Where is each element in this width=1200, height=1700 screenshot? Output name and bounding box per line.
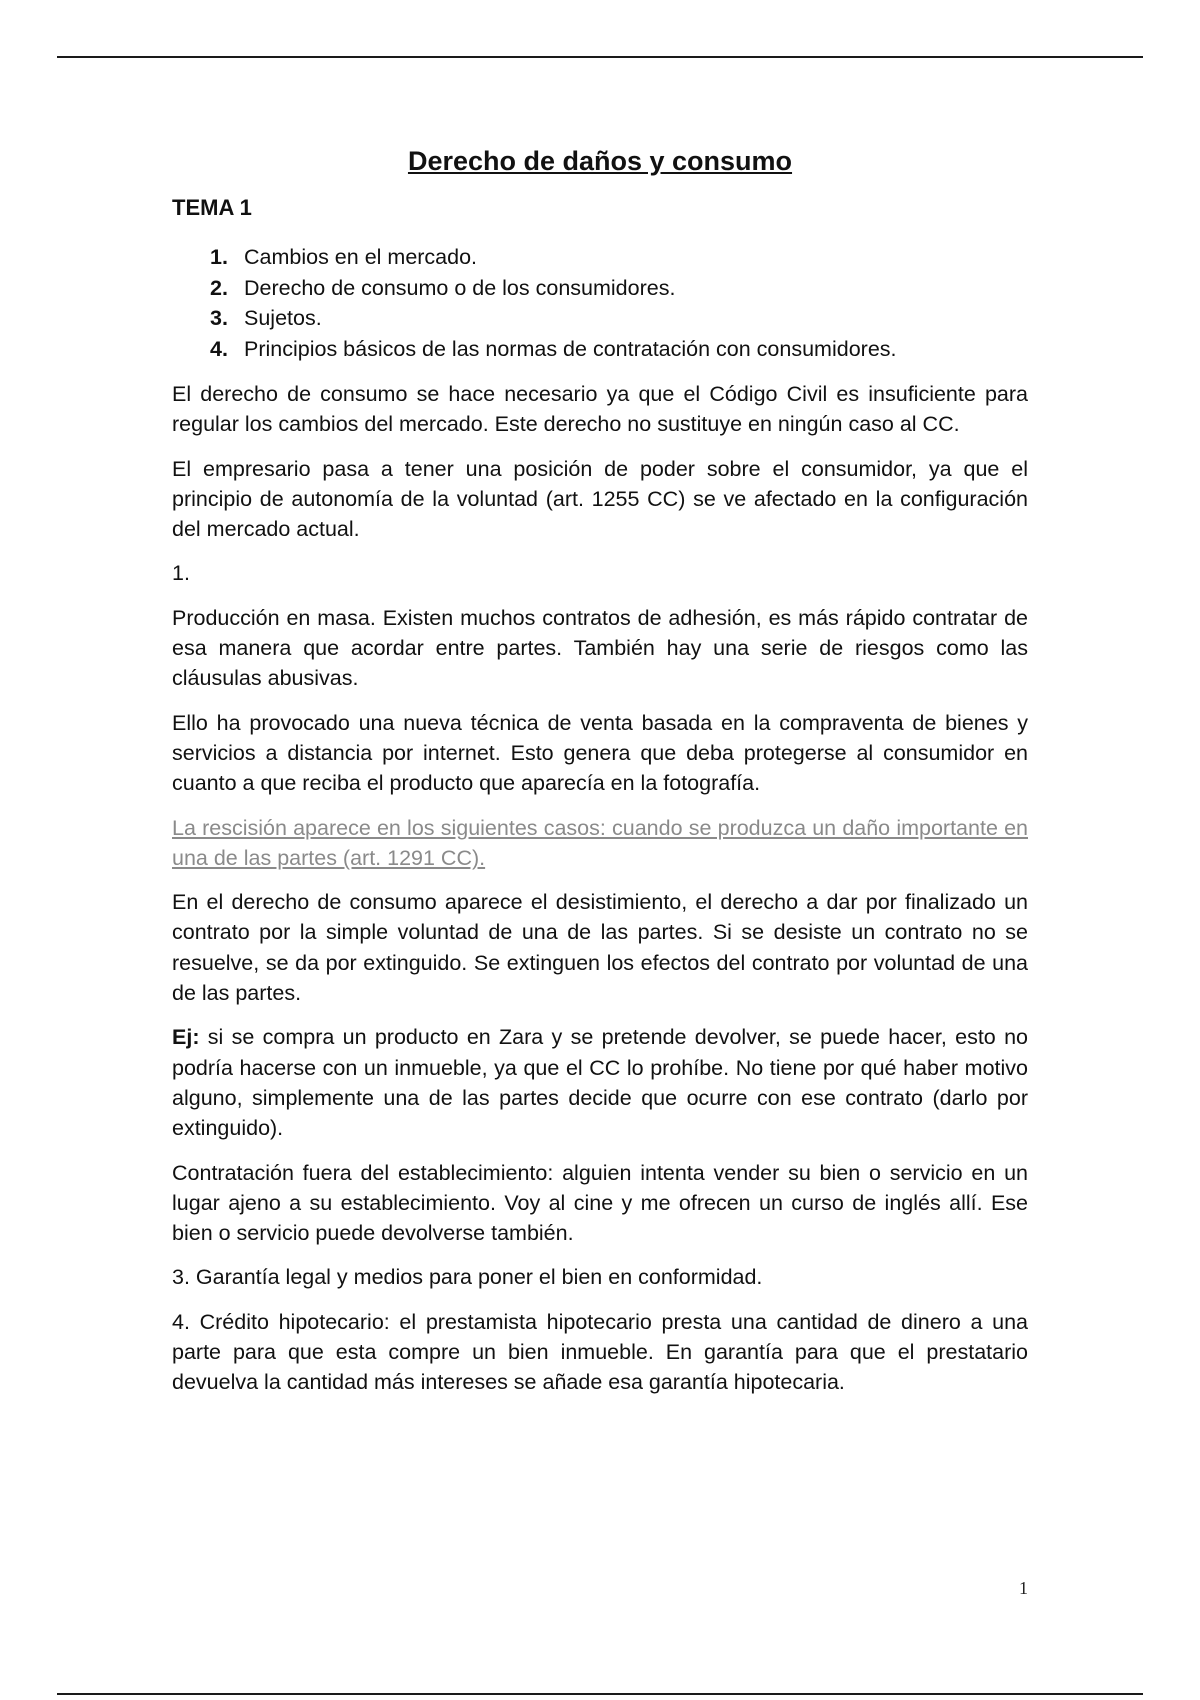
list-item — [210, 303, 1028, 334]
list-item-number: 4. — [210, 336, 228, 361]
topic-list — [172, 242, 1028, 364]
list-item-number: 3. — [210, 306, 228, 330]
list-item-text: Derecho de consumo o de los consumidores. — [244, 275, 676, 300]
list-item — [210, 334, 1028, 365]
bottom-rule — [57, 1693, 1143, 1695]
list-item-text: Sujetos. — [244, 306, 322, 330]
list-item — [210, 273, 1028, 304]
example-label: Ej: — [172, 1025, 200, 1050]
paragraph-section-marker: 1. — [172, 561, 190, 586]
list-item-number: 1. — [210, 245, 228, 269]
paragraph-example — [172, 1022, 1028, 1143]
paragraph-mortgage-credit: 4. Crédito hipotecario: el prestamista hipotecario presta una cantidad de dinero a una parte para que esta compre un bien inmueble. En garantía para que el prestatario devuelva la cantidad más intereses se añade esa garantía hipotecaria. — [172, 1309, 1028, 1395]
list-item-number: 2. — [210, 275, 228, 300]
list-item-text: Principios básicos de las normas de contratación con consumidores. — [244, 336, 897, 361]
paragraph-legal-guarantee: 3. Garantía legal y medios para poner el bien en conformidad. — [172, 1265, 763, 1290]
example-text: si se compra un producto en Zara y se pretende devolver, se puede hacer, esto no podría hacerse con un inmueble, ya que el CC lo prohíbe. No tiene por qué haber motivo alguno, simplemente una de las partes decide que ocurre con ese contrato (darlo por extinguido). — [172, 1025, 1028, 1141]
page-number: 1 — [1019, 1578, 1028, 1598]
list-item-text: Cambios en el mercado. — [244, 245, 478, 269]
top-rule — [57, 56, 1143, 58]
paragraph-mass-production: Producción en masa. Existen muchos contratos de adhesión, es más rápido contratar de esa manera que acordar entre partes. También hay una serie de riesgos como las cláusulas abusivas. — [172, 605, 1028, 691]
paragraph-rescission: La rescisión aparece en los siguientes casos: cuando se produzca un daño importante en una de las partes (art. 1291 CC). — [172, 815, 1028, 870]
list-item — [210, 242, 1028, 273]
paragraph-consumer-law-need: El derecho de consumo se hace necesario ya que el Código Civil es insuficiente para regular los cambios del mercado. Este derecho no sustituye en ningún caso al CC. — [172, 382, 1028, 437]
document-page — [172, 138, 1028, 1398]
document-title: Derecho de daños y consumo — [407, 146, 793, 176]
paragraph-business-power: El empresario pasa a tener una posición de poder sobre el consumidor, ya que el principio de autonomía de la voluntad (art. 1255 CC) se ve afectado en la configuración del mercado actual. — [172, 456, 1028, 542]
paragraph-off-premises: Contratación fuera del establecimiento: alguien intenta vender su bien o servicio en un lugar ajeno a su establecimiento. Voy al cine y me ofrecen un curso de inglés allí. Ese bien o servicio puede devolverse también. — [172, 1160, 1028, 1246]
paragraph-distance-selling: Ello ha provocado una nueva técnica de venta basada en la compraventa de bienes y servicios a distancia por internet. Esto genera que deba protegerse al consumidor en cuanto a que reciba el producto que aparecía en la fotografía. — [172, 710, 1028, 796]
paragraph-withdrawal: En el derecho de consumo aparece el desistimiento, el derecho a dar por finalizado un contrato por la simple voluntad de una de las partes. Si se desiste un contrato no se resuelve, se da por extinguido. Se extinguen los efectos del contrato por voluntad de una de las partes. — [172, 890, 1028, 1006]
section-heading: TEMA 1 — [172, 195, 252, 220]
